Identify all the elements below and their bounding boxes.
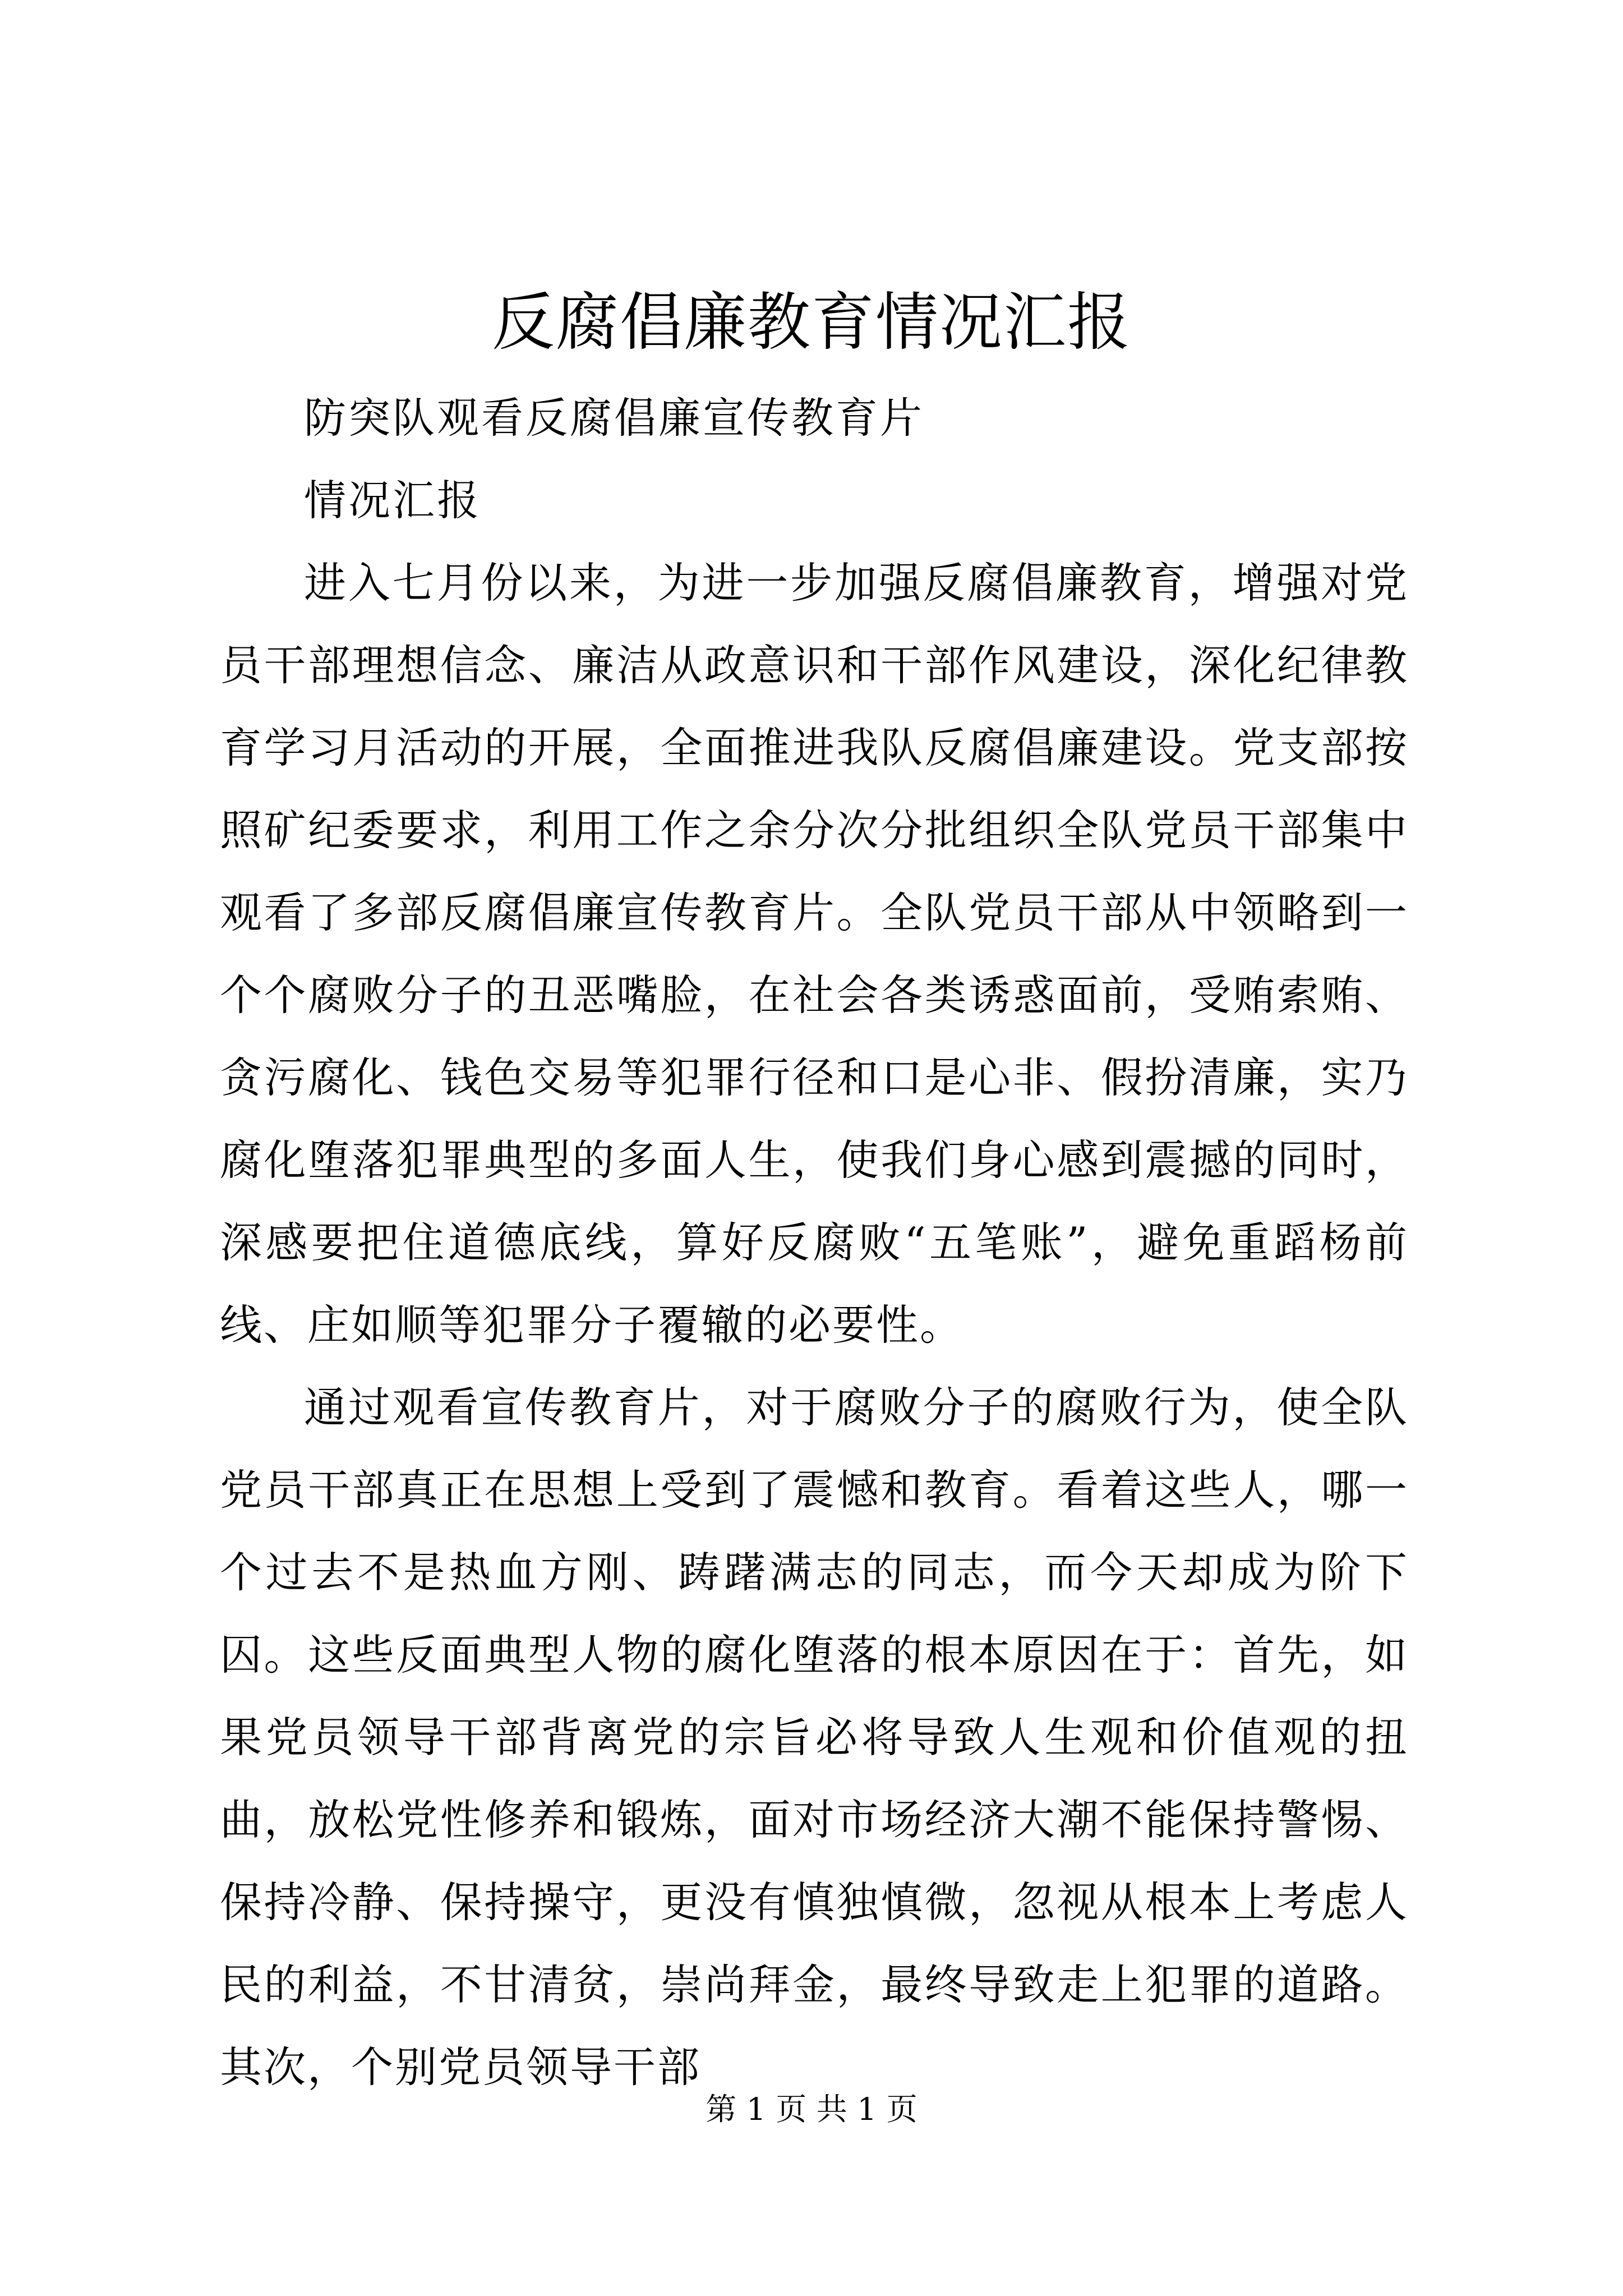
page-footer: 第 1 页 共 1 页 — [706, 2091, 917, 2127]
subtitle-line-1: 防突队观看反腐倡廉宣传教育片 — [304, 393, 925, 443]
subtitle-line-2: 情况汇报 — [304, 476, 482, 525]
body-paragraph-1: 进入七月份以来，为进一步加强反腐倡廉教育，增强对党员干部理想信念、廉洁从政意识和干部作风建设，深化纪律教育学习月活动的开展，全面推进我队反腐倡廉建设。党支部按照矿纪委要求，利用工作之余分次分批组织全队党员干部集中观看了多部反腐倡廉宣传教育片。全队党员干部从中领略到一个个腐败分子的丑恶嘴脸，在社会各类诱惑面前，受贿索贿、贪污腐化、钱色交易等犯罪行径和口是心非、假扮清廉，实乃腐化堕落犯罪典型的多面人生，使我们身心感到震撼的同时，深感要把住道德底线，算好反腐败“五笔账”，避免重蹈杨前线、庄如顺等犯罪分子覆辙的必要性。 — [220, 558, 1409, 1350]
body-paragraph-2: 通过观看宣传教育片，对于腐败分子的腐败行为，使全队党员干部真正在思想上受到了震憾和教育。看着这些人，哪一个过去不是热血方刚、踌躇满志的同志，而今天却成为阶下囚。这些反面典型人物的腐化堕落的根本原因在于：首先，如果党员领导干部背离党的宗旨必将导致人生观和价值观的扭曲，放松党性修养和锻炼，面对市场经济大潮不能保持警惕、保持冷静、保持操守，更没有慎独慎微，忽视从根本上考虑人民的利益，不甘清贫，崇尚拜金，最终导致走上犯罪的道路。其次，个别党员领导干部 — [220, 1383, 1409, 2092]
document-title: 反腐倡廉教育情况汇报 — [492, 286, 1131, 359]
document-body — [220, 377, 1409, 2109]
